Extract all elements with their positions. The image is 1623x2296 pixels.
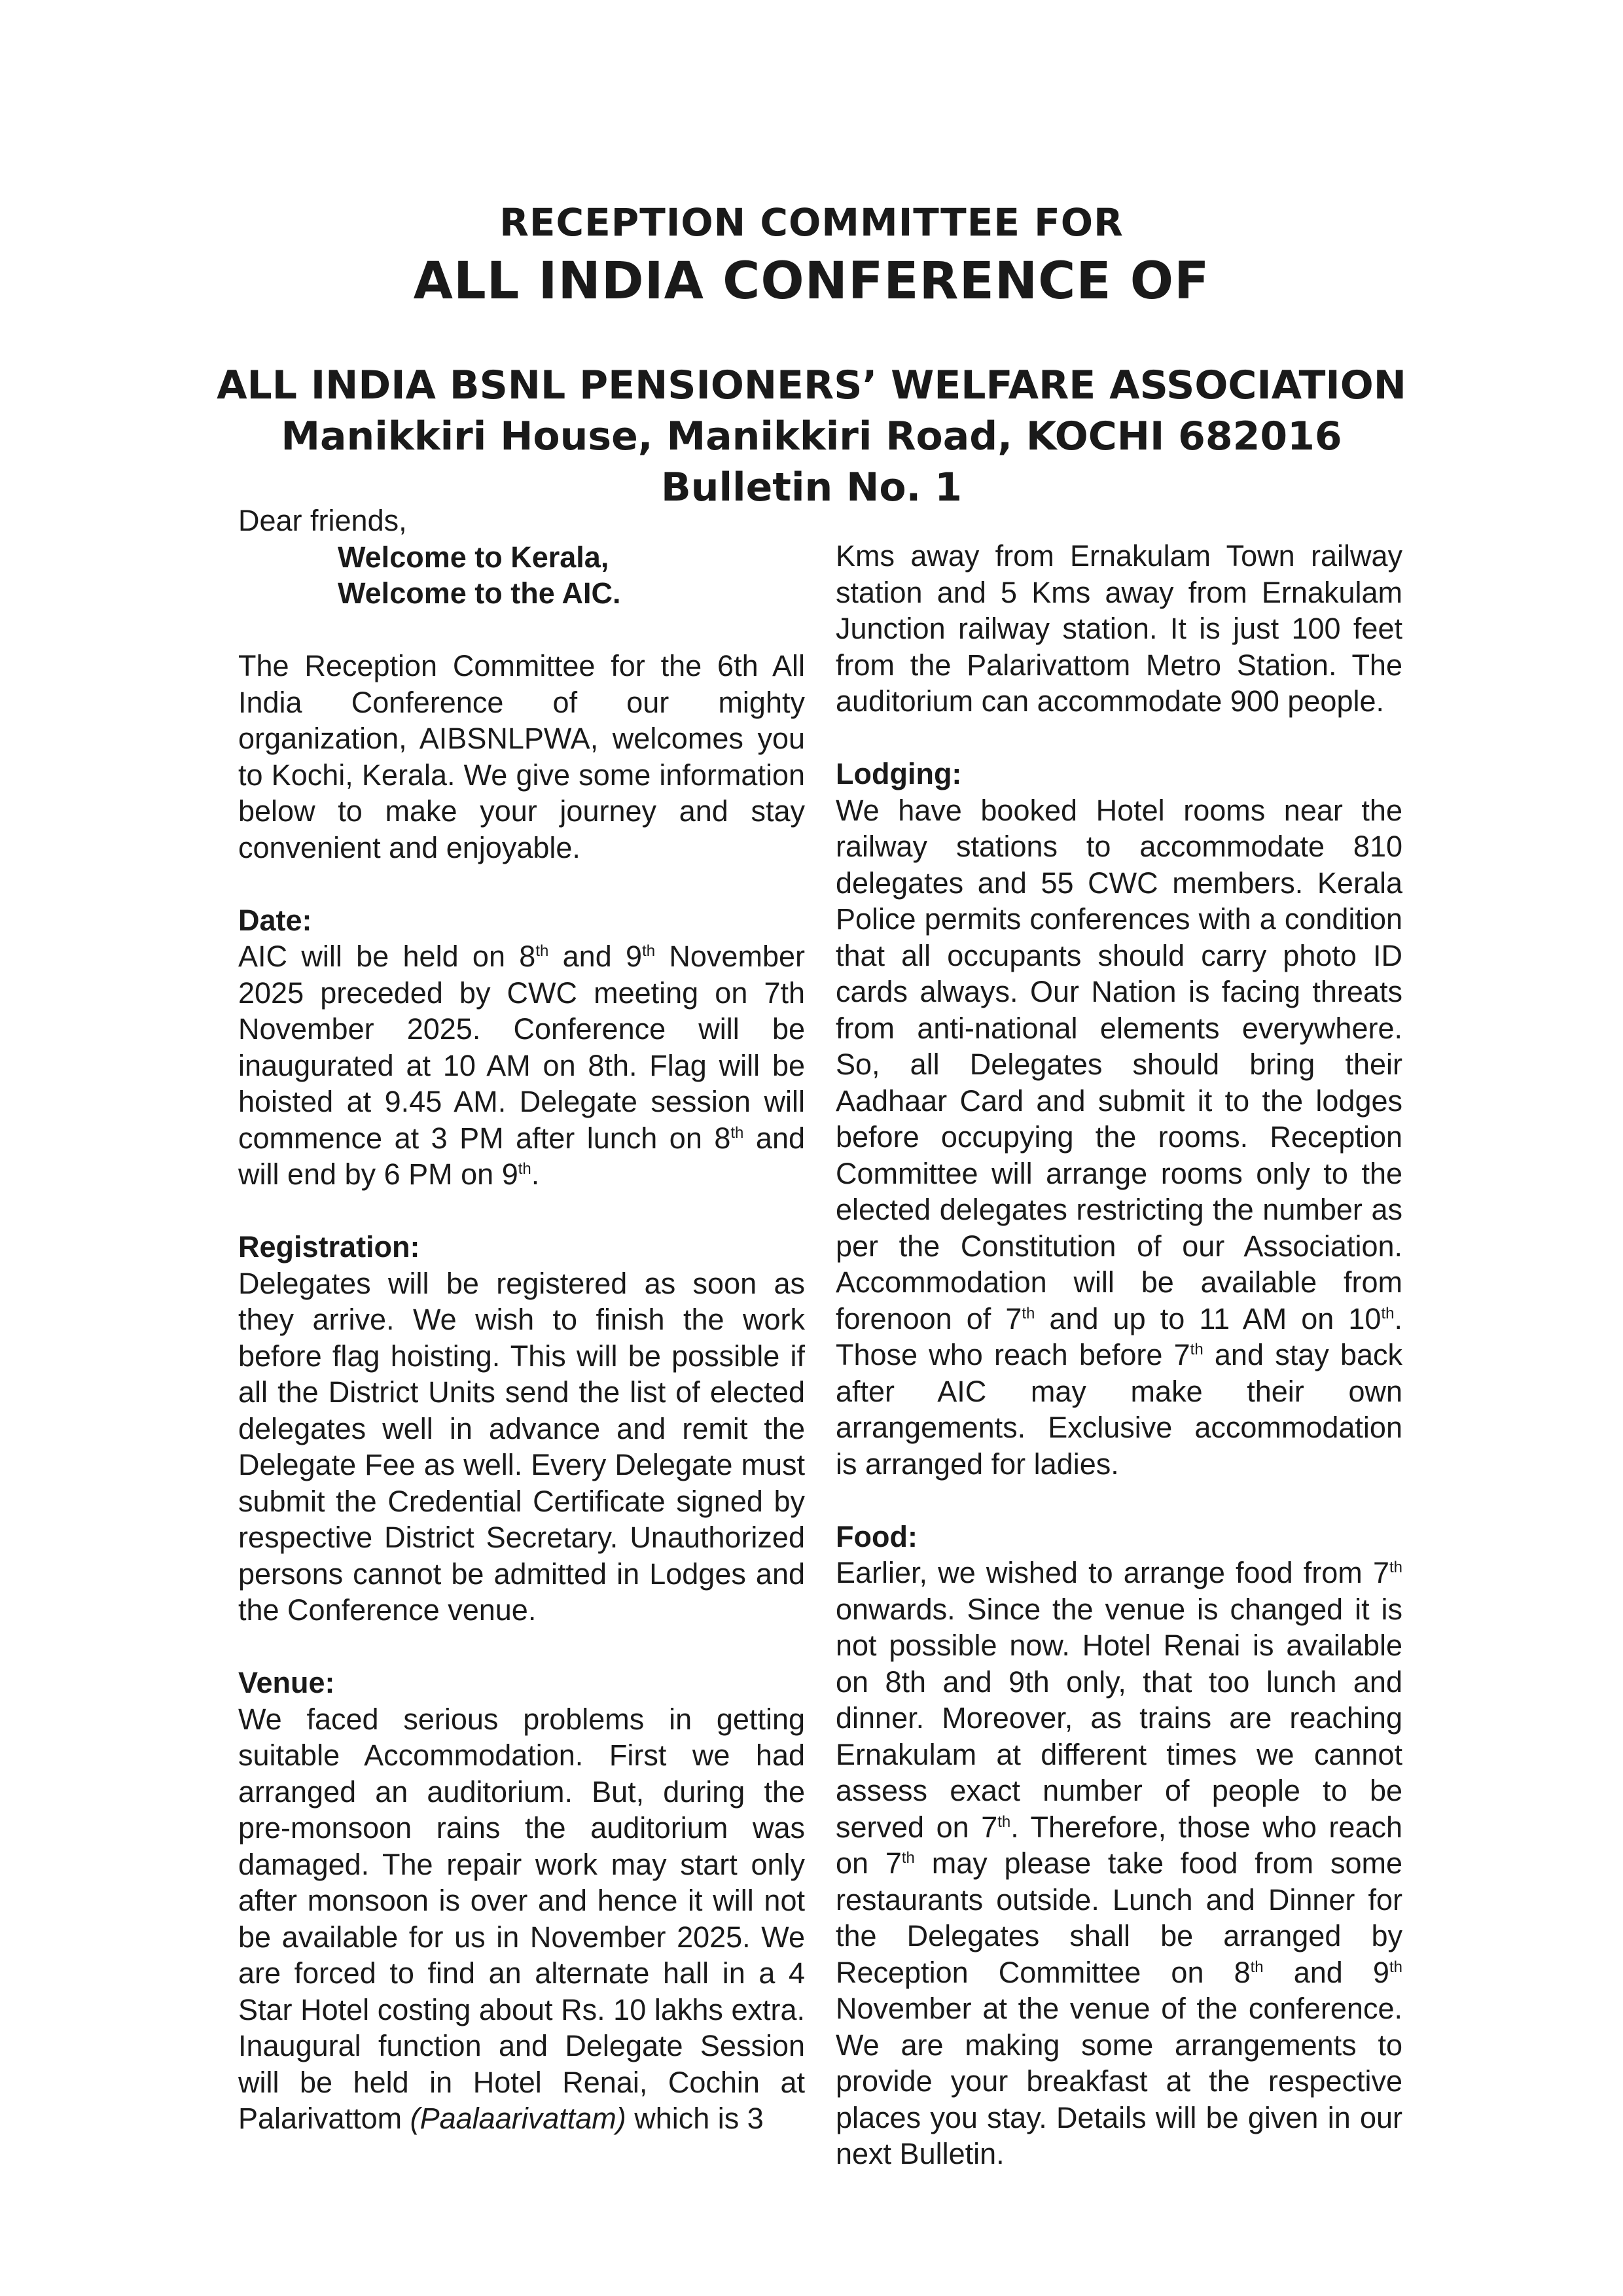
venue-heading: Venue: [238,1666,335,1699]
welcome-aic: Welcome to the AIC. [338,576,621,610]
welcome-kerala: Welcome to Kerala, [338,540,609,574]
left-column [238,503,805,2137]
lodging-heading: Lodging: [836,757,962,790]
header-line-association: ALL INDIA BSNL PENSIONERS’ WELFARE ASSOCIATION [217,362,1406,408]
venue-paragraph-continued: Kms away from Ernakulam Town railway station and 5 Kms away from Ernakulam Junction railway station. It is just 100 feet from the Palarivattom Metro Station. The auditorium can accommodate 900 people. [836,539,1402,718]
venue-paragraph: We faced serious problems in getting suitable Accommodation. First we had arranged an auditorium. But, during the pre-monsoon rains the auditorium was damaged. The repair work may start only after monsoon is over and hence it will not be available for us in November 2025. We are forced to find an alternate hall in a 4 Star Hotel costing about Rs. 10 lakhs extra. Inaugural function and Delegate Session will be held in Hotel Renai, Cochin at Palarivattom (Paalaarivattam) which is 3 [238,1702,805,2135]
header-line-conference: ALL INDIA CONFERENCE OF [413,252,1210,311]
header-line-reception-committee: RECEPTION COMMITTEE FOR [499,200,1124,245]
food-paragraph: Earlier, we wished to arrange food from 7th onwards. Since the venue is changed it is not possible now. Hotel Renai is available on 8th and 9th only, that too lunch and dinner. Moreover, as trains are reaching Ernakulam at different times we cannot assess exact number of people to be served on 7th. Therefore, those who reach on 7th may please take food from some restaurants outside. Lunch and Dinner for the Delegates shall be arranged by Reception Committee on 8th and 9th November at the venue of the conference. We are making some arrangements to provide your breakfast at the respective places you stay. Details will be given in our next Bulletin. [836,1556,1402,2170]
header-line-address: Manikkiri House, Manikkiri Road, KOCHI 682016 [281,414,1342,459]
food-heading: Food: [836,1519,918,1553]
bulletin-number: Bulletin No. 1 [661,465,962,510]
date-heading: Date: [238,903,312,937]
right-column [836,538,1402,2172]
header [0,196,1623,513]
date-paragraph: AIC will be held on 8th and 9th November 2025 preceded by CWC meeting on 7th November 2025. Conference will be inaugurated at 10 AM on 8th. Flag will be hoisted at 9.45 AM. Delegate session will commence at 3 PM after lunch on 8th and will end by 6 PM on 9th. [238,940,805,1191]
registration-paragraph: Delegates will be registered as soon as they arrive. We wish to finish the work before flag hoisting. This will be possible if all the District Units send the list of elected delegates well in advance and remit the Delegate Fee as well. Every Delegate must submit the Credential Certificate signed by respective District Secretary. Unauthorized persons cannot be admitted in Lodges and the Conference venue. [238,1266,805,1627]
registration-heading: Registration: [238,1230,420,1263]
intro-paragraph: The Reception Committee for the 6th All India Conference of our mighty organization, AIBSNLPWA, welcomes you to Kochi, Kerala. We give some information below to make your journey and stay convenient and enjoyable. [238,649,805,864]
greeting: Dear friends, [238,504,407,537]
lodging-paragraph: We have booked Hotel rooms near the railway stations to accommodate 810 delegates and 55 CWC members. Kerala Police permits conferences with a condition that all occupants should carry photo ID cards always. Our Nation is facing threats from anti-national elements everywhere. So, all Delegates should bring their Aadhaar Card and submit it to the lodges before occupying the rooms. Reception Committee will arrange rooms only to the elected delegates restricting the number as per the Constitution of our Association. Accommodation will be available from forenoon of 7th and up to 11 AM on 10th. Those who reach before 7th and stay back after AIC may make their own arrangements. Exclusive accommodation is arranged for ladies. [836,793,1402,1481]
